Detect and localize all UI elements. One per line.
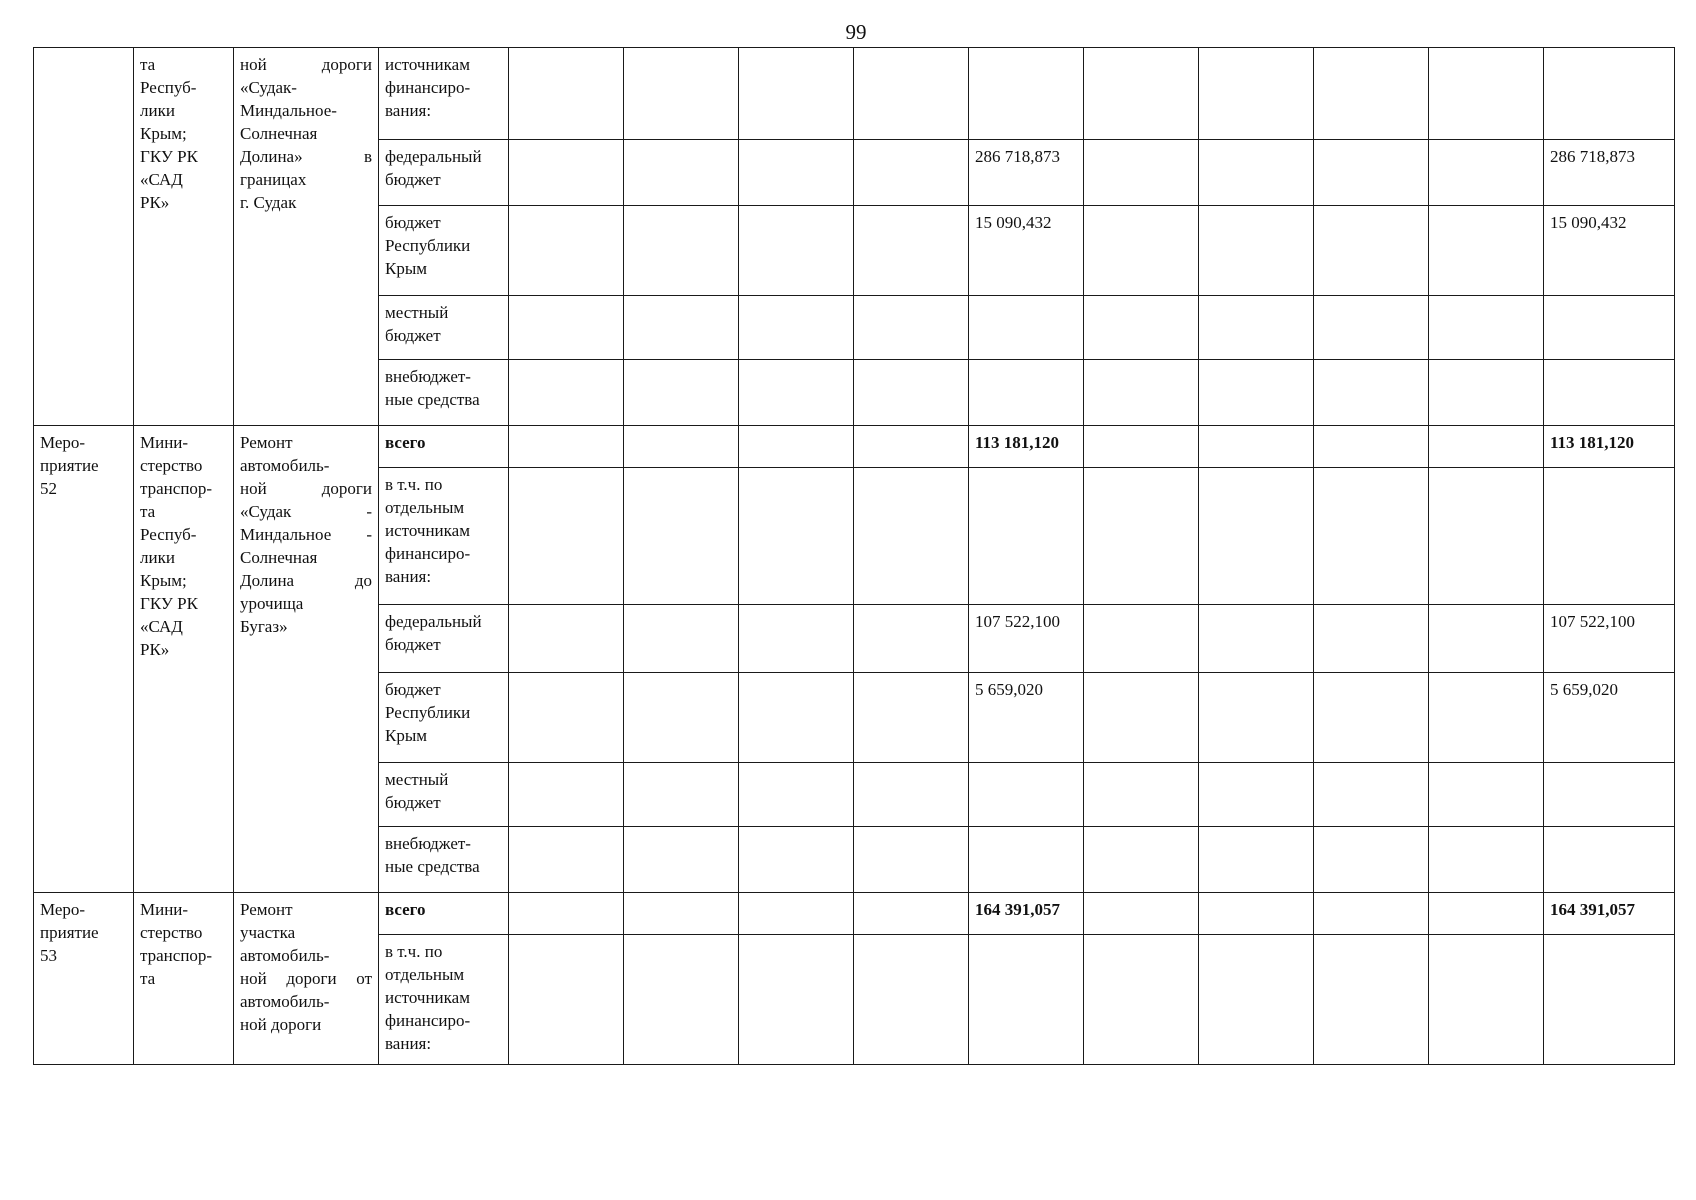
empty-cell xyxy=(1199,827,1314,893)
funding-source-label: местный бюджет xyxy=(379,296,509,360)
empty-cell xyxy=(509,605,624,673)
funding-source-label: всего xyxy=(379,893,509,935)
empty-cell xyxy=(854,360,969,426)
funding-source-label: источникам финансиро- вания: xyxy=(379,48,509,140)
empty-cell xyxy=(1314,360,1429,426)
empty-cell xyxy=(1429,206,1544,296)
total-cell: 107 522,100 xyxy=(1544,605,1675,673)
description-cell xyxy=(234,893,379,1065)
empty-cell xyxy=(509,206,624,296)
description-line: автомобиль- xyxy=(240,992,330,1011)
empty-cell xyxy=(739,673,854,763)
empty-cell xyxy=(1084,468,1199,605)
empty-cell xyxy=(1084,673,1199,763)
empty-cell xyxy=(739,360,854,426)
total-cell xyxy=(1544,935,1675,1065)
empty-cell xyxy=(1084,935,1199,1065)
executor-cell: Мини- стерство транспор- та Респуб- лики Крым; ГКУ РК «САД РК» xyxy=(134,426,234,893)
empty-cell xyxy=(739,48,854,140)
empty-cell xyxy=(1429,827,1544,893)
empty-cell xyxy=(854,140,969,206)
total-cell xyxy=(1544,827,1675,893)
empty-cell xyxy=(1314,935,1429,1065)
empty-cell xyxy=(624,763,739,827)
empty-cell xyxy=(1314,140,1429,206)
description-line: участка xyxy=(240,923,296,942)
empty-cell xyxy=(1084,48,1199,140)
description-line: «Судак - xyxy=(240,502,372,521)
empty-cell xyxy=(854,296,969,360)
empty-cell xyxy=(624,893,739,935)
total-cell: 286 718,873 xyxy=(1544,140,1675,206)
empty-cell xyxy=(509,468,624,605)
description-cell xyxy=(234,48,379,426)
executor-cell: та Респуб- лики Крым; ГКУ РК «САД РК» xyxy=(134,48,234,426)
amount-cell xyxy=(969,827,1084,893)
empty-cell xyxy=(1199,140,1314,206)
empty-cell xyxy=(624,296,739,360)
description-line: «Судак- xyxy=(240,78,297,97)
description-line: Ремонт xyxy=(240,900,293,919)
empty-cell xyxy=(509,673,624,763)
empty-cell xyxy=(854,827,969,893)
funding-source-label: бюджет Республики Крым xyxy=(379,206,509,296)
total-cell xyxy=(1544,296,1675,360)
empty-cell xyxy=(1084,296,1199,360)
funding-source-label: в т.ч. по отдельным источникам финансиро- вания: xyxy=(379,468,509,605)
total-cell xyxy=(1544,763,1675,827)
description-line: автомобиль- xyxy=(240,456,330,475)
executor-cell: Мини- стерство транспор- та xyxy=(134,893,234,1065)
funding-source-label: внебюджет- ные средства xyxy=(379,827,509,893)
empty-cell xyxy=(854,673,969,763)
empty-cell xyxy=(739,296,854,360)
empty-cell xyxy=(1084,206,1199,296)
empty-cell xyxy=(624,468,739,605)
empty-cell xyxy=(1084,827,1199,893)
description-line: Миндальное - xyxy=(240,525,372,544)
empty-cell xyxy=(624,605,739,673)
empty-cell xyxy=(854,206,969,296)
funding-source-label: федеральный бюджет xyxy=(379,605,509,673)
empty-cell xyxy=(1084,605,1199,673)
empty-cell xyxy=(509,893,624,935)
amount-cell: 113 181,120 xyxy=(969,426,1084,468)
empty-cell xyxy=(1314,426,1429,468)
empty-cell xyxy=(624,48,739,140)
empty-cell xyxy=(1199,360,1314,426)
empty-cell xyxy=(1084,763,1199,827)
empty-cell xyxy=(739,935,854,1065)
empty-cell xyxy=(624,206,739,296)
empty-cell xyxy=(739,605,854,673)
empty-cell xyxy=(854,763,969,827)
empty-cell xyxy=(1429,763,1544,827)
empty-cell xyxy=(1429,935,1544,1065)
funding-source-label: бюджет Республики Крым xyxy=(379,673,509,763)
description-line: автомобиль- xyxy=(240,946,330,965)
amount-cell xyxy=(969,48,1084,140)
amount-cell xyxy=(969,296,1084,360)
empty-cell xyxy=(854,48,969,140)
empty-cell xyxy=(739,468,854,605)
empty-cell xyxy=(854,426,969,468)
empty-cell xyxy=(1429,605,1544,673)
empty-cell xyxy=(1429,360,1544,426)
empty-cell xyxy=(1199,48,1314,140)
empty-cell xyxy=(509,827,624,893)
description-line: урочища xyxy=(240,594,304,613)
empty-cell xyxy=(1199,935,1314,1065)
empty-cell xyxy=(1199,296,1314,360)
empty-cell xyxy=(739,893,854,935)
description-cell xyxy=(234,426,379,893)
empty-cell xyxy=(1314,763,1429,827)
empty-cell xyxy=(739,140,854,206)
funding-source-label: местный бюджет xyxy=(379,763,509,827)
table-body xyxy=(34,48,1675,1065)
total-cell: 164 391,057 xyxy=(1544,893,1675,935)
total-cell: 113 181,120 xyxy=(1544,426,1675,468)
empty-cell xyxy=(624,426,739,468)
empty-cell xyxy=(624,360,739,426)
empty-cell xyxy=(1314,468,1429,605)
event-cell: Меро- приятие 52 xyxy=(34,426,134,893)
empty-cell xyxy=(1314,48,1429,140)
empty-cell xyxy=(854,605,969,673)
description-line: Миндальное- xyxy=(240,101,337,120)
event-cell xyxy=(34,48,134,426)
empty-cell xyxy=(1199,893,1314,935)
empty-cell xyxy=(624,140,739,206)
empty-cell xyxy=(739,426,854,468)
empty-cell xyxy=(739,827,854,893)
page-number: 99 xyxy=(845,20,867,44)
funding-source-label: всего xyxy=(379,426,509,468)
table-row xyxy=(34,893,1675,935)
empty-cell xyxy=(509,140,624,206)
empty-cell xyxy=(854,893,969,935)
empty-cell xyxy=(509,360,624,426)
description-line: ной дороги xyxy=(240,1015,322,1034)
event-cell: Меро- приятие 53 xyxy=(34,893,134,1065)
total-cell xyxy=(1544,468,1675,605)
empty-cell xyxy=(1314,893,1429,935)
description-line: Ремонт xyxy=(240,433,293,452)
empty-cell xyxy=(1429,48,1544,140)
description-line: ной дороги от xyxy=(240,969,372,988)
amount-cell xyxy=(969,468,1084,605)
amount-cell xyxy=(969,360,1084,426)
empty-cell xyxy=(1084,140,1199,206)
empty-cell xyxy=(1429,426,1544,468)
empty-cell xyxy=(1314,206,1429,296)
empty-cell xyxy=(1199,673,1314,763)
empty-cell xyxy=(1199,763,1314,827)
description-line: ной дороги xyxy=(240,55,372,74)
empty-cell xyxy=(1199,605,1314,673)
description-line: г. Судак xyxy=(240,193,297,212)
empty-cell xyxy=(624,935,739,1065)
empty-cell xyxy=(509,426,624,468)
empty-cell xyxy=(739,763,854,827)
empty-cell xyxy=(1429,673,1544,763)
budget-table xyxy=(33,47,1675,1065)
amount-cell xyxy=(969,935,1084,1065)
amount-cell: 286 718,873 xyxy=(969,140,1084,206)
amount-cell xyxy=(969,763,1084,827)
table-row xyxy=(34,426,1675,468)
total-cell xyxy=(1544,48,1675,140)
empty-cell xyxy=(1199,206,1314,296)
empty-cell xyxy=(1314,605,1429,673)
empty-cell xyxy=(1084,893,1199,935)
empty-cell xyxy=(854,468,969,605)
total-cell: 15 090,432 xyxy=(1544,206,1675,296)
empty-cell xyxy=(854,935,969,1065)
funding-source-label: в т.ч. по отдельным источникам финансиро- вания: xyxy=(379,935,509,1065)
empty-cell xyxy=(1199,426,1314,468)
table-row xyxy=(34,48,1675,140)
empty-cell xyxy=(1084,426,1199,468)
description-line: Бугаз» xyxy=(240,617,288,636)
empty-cell xyxy=(1429,468,1544,605)
description-line: Солнечная xyxy=(240,124,318,143)
empty-cell xyxy=(1314,827,1429,893)
amount-cell: 15 090,432 xyxy=(969,206,1084,296)
empty-cell xyxy=(1429,296,1544,360)
empty-cell xyxy=(1429,893,1544,935)
empty-cell xyxy=(509,48,624,140)
empty-cell xyxy=(509,935,624,1065)
empty-cell xyxy=(624,673,739,763)
description-line: Солнечная xyxy=(240,548,318,567)
description-line: границах xyxy=(240,170,307,189)
total-cell xyxy=(1544,360,1675,426)
description-line: Долина до xyxy=(240,571,372,590)
amount-cell: 164 391,057 xyxy=(969,893,1084,935)
total-cell: 5 659,020 xyxy=(1544,673,1675,763)
amount-cell: 5 659,020 xyxy=(969,673,1084,763)
description-line: Долина» в xyxy=(240,147,372,166)
description-line: ной дороги xyxy=(240,479,372,498)
empty-cell xyxy=(1084,360,1199,426)
funding-source-label: федеральный бюджет xyxy=(379,140,509,206)
empty-cell xyxy=(509,763,624,827)
amount-cell: 107 522,100 xyxy=(969,605,1084,673)
funding-source-label: внебюджет- ные средства xyxy=(379,360,509,426)
empty-cell xyxy=(624,827,739,893)
empty-cell xyxy=(1314,296,1429,360)
empty-cell xyxy=(739,206,854,296)
empty-cell xyxy=(1429,140,1544,206)
empty-cell xyxy=(1314,673,1429,763)
empty-cell xyxy=(509,296,624,360)
empty-cell xyxy=(1199,468,1314,605)
